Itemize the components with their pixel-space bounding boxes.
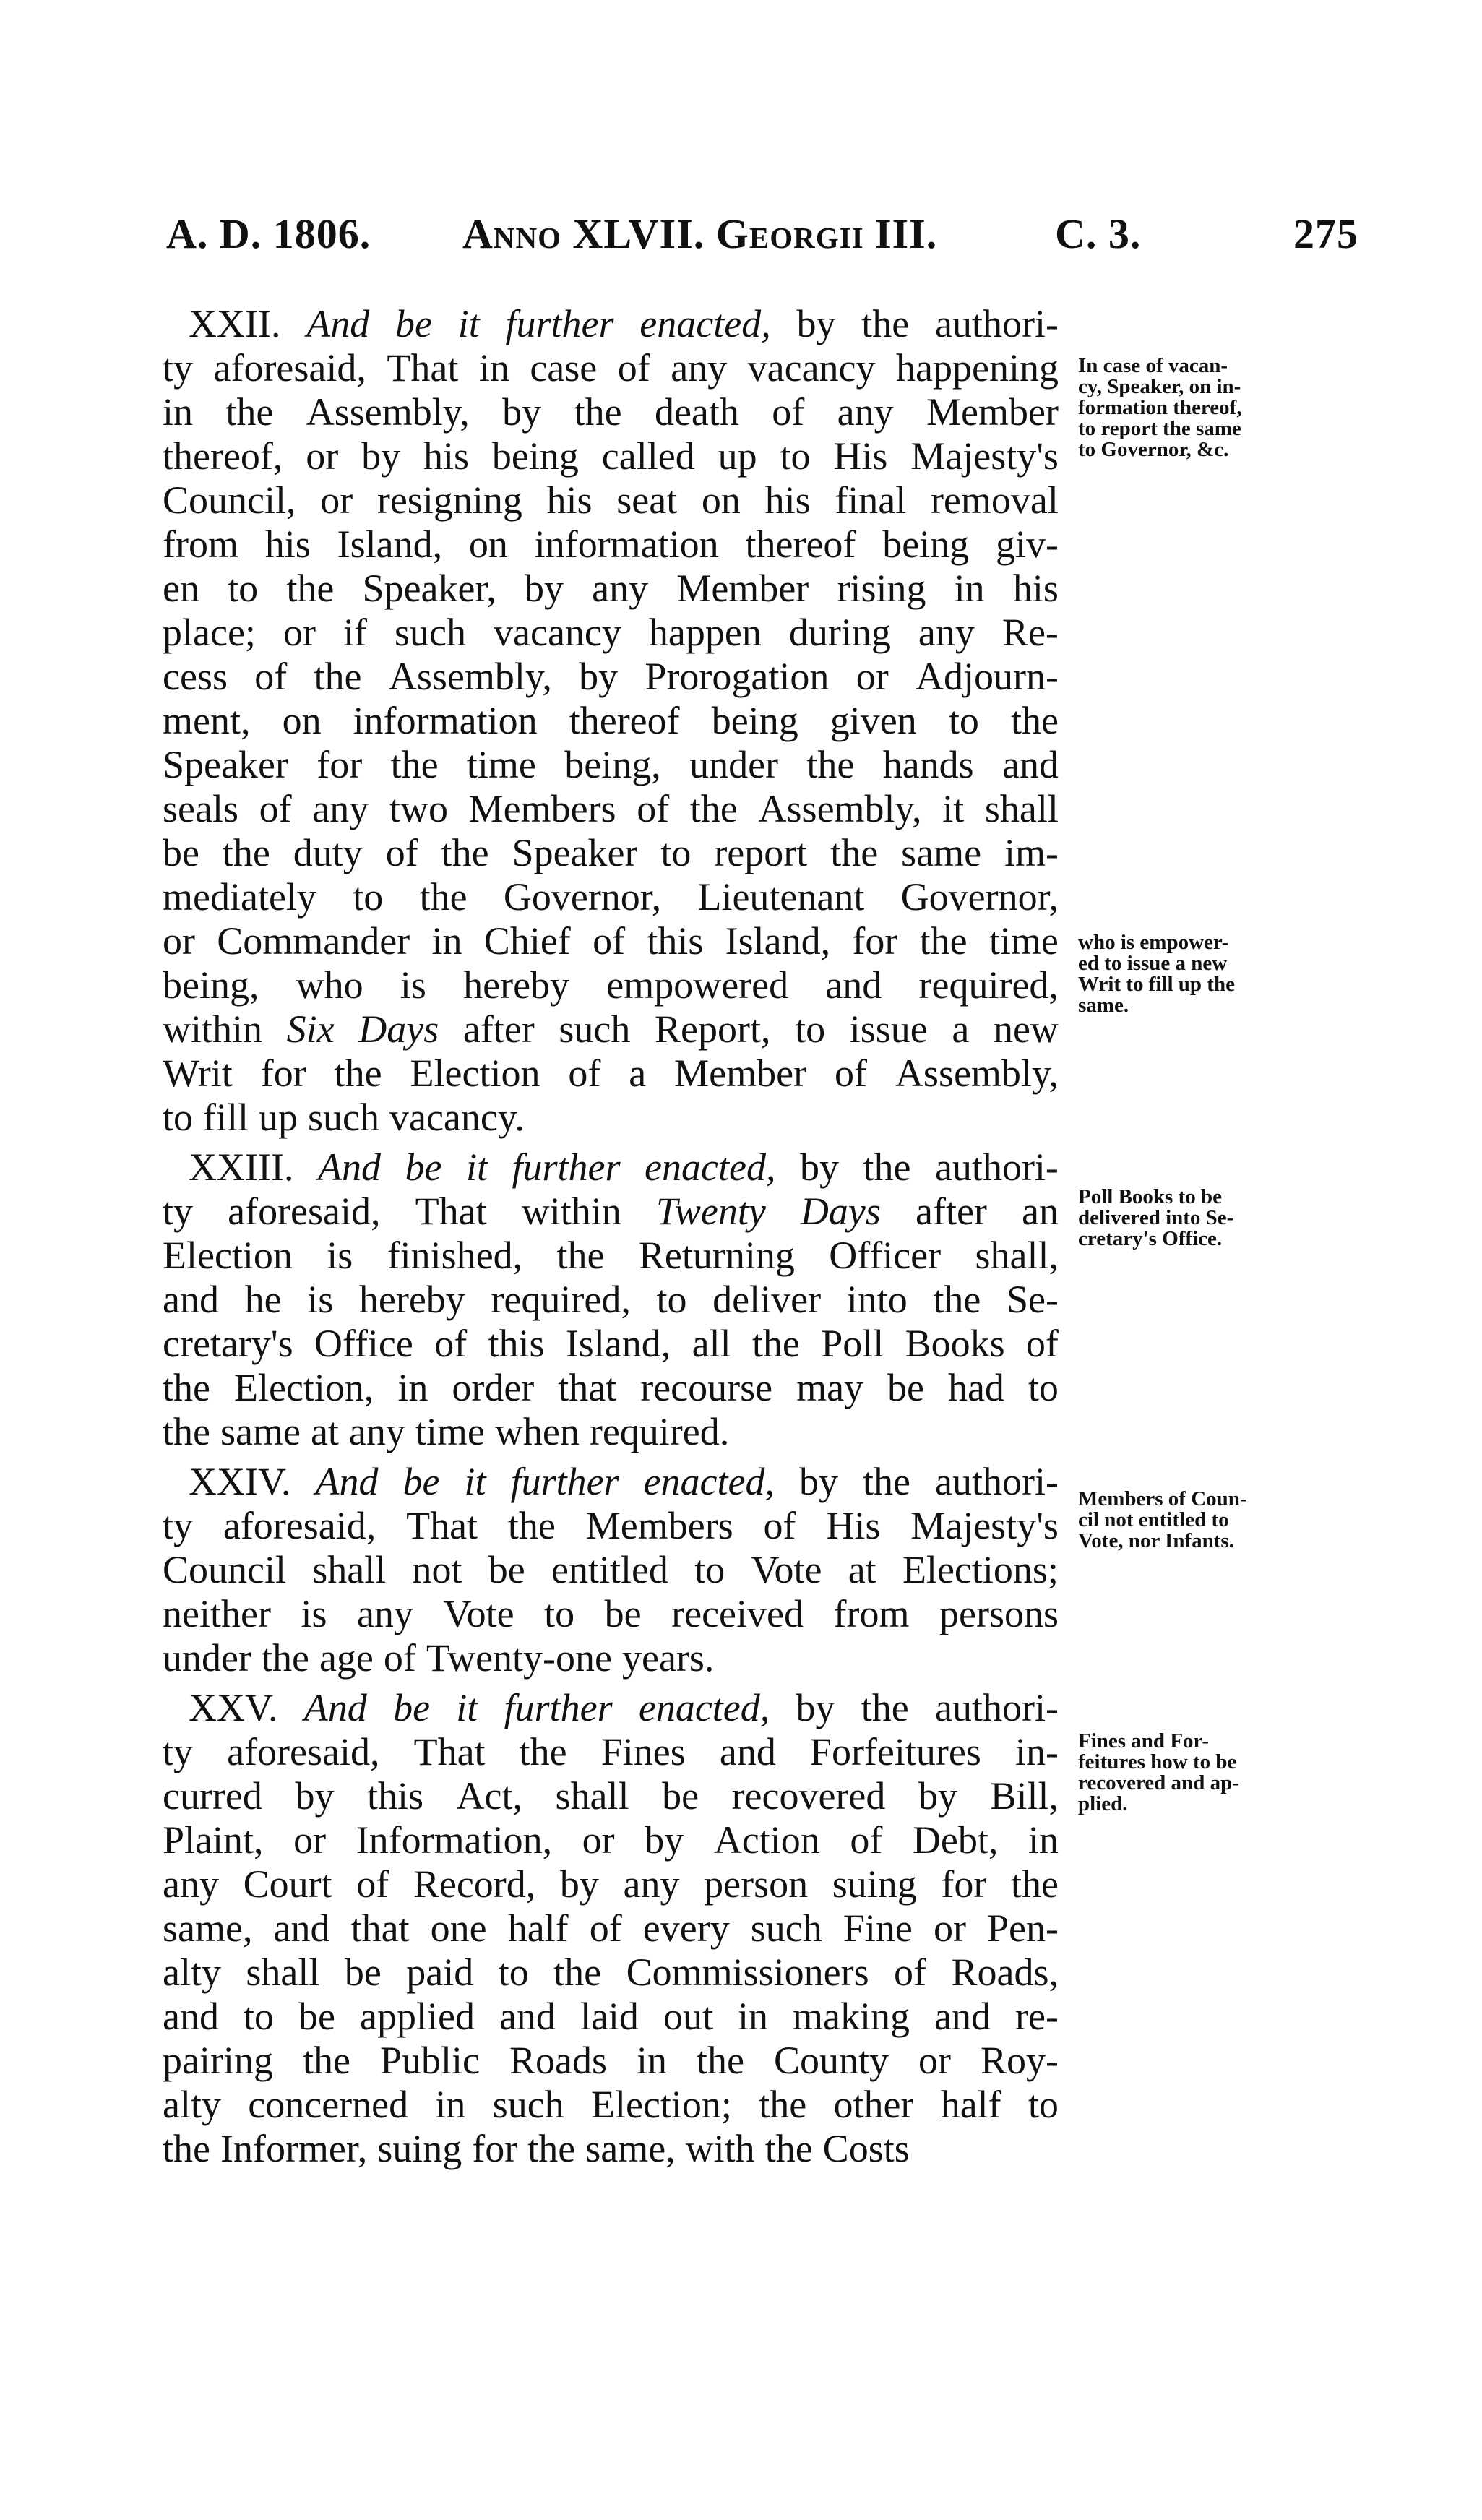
- margin-note-line: Fines and For-: [1078, 1729, 1209, 1753]
- text-line: ty aforesaid, That in case of any vacancy happening: [163, 346, 1059, 390]
- margin-note-line: ed to issue a new: [1078, 952, 1228, 975]
- text-line: neither is any Vote to be received from persons: [163, 1592, 1059, 1635]
- section-4: [163, 1686, 1059, 2171]
- text-line: ty aforesaid, That the Fines and Forfeitures in-: [163, 1730, 1059, 1773]
- margin-note-fines: [1078, 1731, 1327, 1815]
- margin-note-line: cil not entitled to: [1078, 1508, 1229, 1531]
- section-gap: [163, 1680, 1059, 1686]
- text-line: Speaker for the time being, under the hands and: [163, 743, 1059, 786]
- margin-note-line: feitures how to be: [1078, 1750, 1237, 1773]
- text-line: seals of any two Members of the Assembly, it shall: [163, 787, 1059, 830]
- text-line: or Commander in Chief of this Island, for the time: [163, 919, 1059, 963]
- section-gap: [163, 1454, 1059, 1460]
- page-number: 275: [1293, 210, 1358, 257]
- text-line: pairing the Public Roads in the County or Roy-: [163, 2039, 1059, 2082]
- margin-note-line: In case of vacan-: [1078, 354, 1228, 377]
- margin-note-line: formation thereof,: [1078, 396, 1242, 419]
- margin-note-writ: [1078, 932, 1327, 1016]
- section-2: [163, 1145, 1059, 1454]
- text-line: same, and that one half of every such Fine or Pen-: [163, 1906, 1059, 1950]
- text-line: and to be applied and laid out in making and re-: [163, 1995, 1059, 2038]
- text-line: mediately to the Governor, Lieutenant Governor,: [163, 875, 1059, 919]
- text-line: to fill up such vacancy.: [163, 1096, 525, 1139]
- text-line: the same at any time when required.: [163, 1410, 730, 1453]
- text-line: curred by this Act, shall be recovered by Bill,: [163, 1774, 1059, 1818]
- margin-note-vacancy: [1078, 356, 1327, 460]
- text-line: ty aforesaid, That within Twenty Days after an: [163, 1190, 1059, 1233]
- text-line: XXIV. And be it further enacted, by the authori-: [189, 1460, 1059, 1503]
- margin-note-line: to Governor, &c.: [1078, 438, 1229, 461]
- text-line: XXIII. And be it further enacted, by the authori-: [189, 1145, 1059, 1189]
- text-line: from his Island, on information thereof being giv-: [163, 523, 1059, 566]
- text-line: Election is finished, the Returning Officer shall,: [163, 1234, 1059, 1277]
- margin-note-line: same.: [1078, 994, 1129, 1017]
- margin-note-line: recovered and ap-: [1078, 1771, 1239, 1794]
- text-line: the Election, in order that recourse may be had to: [163, 1366, 1059, 1409]
- section-1: [163, 302, 1059, 1140]
- statute-text: [163, 302, 1059, 2171]
- header-chapter: C. 3.: [1055, 210, 1142, 257]
- text-line: under the age of Twenty-one years.: [163, 1636, 715, 1680]
- running-header: [166, 210, 1358, 267]
- text-line: cretary's Office of this Island, all the Poll Books of: [163, 1322, 1059, 1365]
- section-3: [163, 1460, 1059, 1680]
- margin-note-line: Poll Books to be: [1078, 1185, 1222, 1208]
- text-line: ty aforesaid, That the Members of His Majesty's: [163, 1504, 1059, 1547]
- text-line: alty concerned in such Election; the other half to: [163, 2083, 1059, 2126]
- text-line: in the Assembly, by the death of any Member: [163, 390, 1059, 434]
- margin-note-line: delivered into Se-: [1078, 1206, 1234, 1229]
- section-gap: [163, 1140, 1059, 1145]
- header-title: Anno XLVII. Georgii III.: [462, 210, 938, 257]
- text-line: any Court of Record, by any person suing for the: [163, 1862, 1059, 1906]
- margin-note-line: to report the same: [1078, 417, 1241, 440]
- header-date: A. D. 1806.: [166, 210, 371, 257]
- text-line: cess of the Assembly, by Prorogation or Adjourn-: [163, 655, 1059, 698]
- text-line: and he is hereby required, to deliver into the Se-: [163, 1278, 1059, 1321]
- margin-note-council-members: [1078, 1489, 1327, 1552]
- text-line: XXII. And be it further enacted, by the authori-: [189, 302, 1059, 345]
- margin-note-line: who is empower-: [1078, 931, 1229, 954]
- margin-note-poll-books: [1078, 1187, 1327, 1250]
- text-line: XXV. And be it further enacted, by the authori-: [189, 1686, 1059, 1729]
- margin-note-line: Vote, nor Infants.: [1078, 1529, 1234, 1552]
- text-line: Writ for the Election of a Member of Assembly,: [163, 1052, 1059, 1095]
- text-line: be the duty of the Speaker to report the same im-: [163, 831, 1059, 874]
- text-line: Council shall not be entitled to Vote at Elections;: [163, 1548, 1059, 1591]
- text-line: alty shall be paid to the Commissioners of Roads,: [163, 1951, 1059, 1994]
- margin-note-line: Writ to fill up the: [1078, 973, 1235, 996]
- margin-note-line: Members of Coun-: [1078, 1487, 1247, 1510]
- text-line: ment, on information thereof being given to the: [163, 699, 1059, 742]
- text-line: within Six Days after such Report, to issue a new: [163, 1007, 1059, 1051]
- margin-note-line: cy, Speaker, on in-: [1078, 375, 1241, 398]
- text-line: Plaint, or Information, or by Action of Debt, in: [163, 1818, 1059, 1862]
- text-line: place; or if such vacancy happen during any Re-: [163, 611, 1059, 654]
- text-line: being, who is hereby empowered and required,: [163, 963, 1059, 1007]
- margin-note-line: plied.: [1078, 1792, 1128, 1815]
- text-line: the Informer, suing for the same, with the Costs: [163, 2127, 910, 2170]
- text-line: en to the Speaker, by any Member rising in his: [163, 567, 1059, 610]
- text-line: thereof, or by his being called up to His Majesty's: [163, 434, 1059, 478]
- text-line: Council, or resigning his seat on his final removal: [163, 478, 1059, 522]
- margin-note-line: cretary's Office.: [1078, 1227, 1223, 1250]
